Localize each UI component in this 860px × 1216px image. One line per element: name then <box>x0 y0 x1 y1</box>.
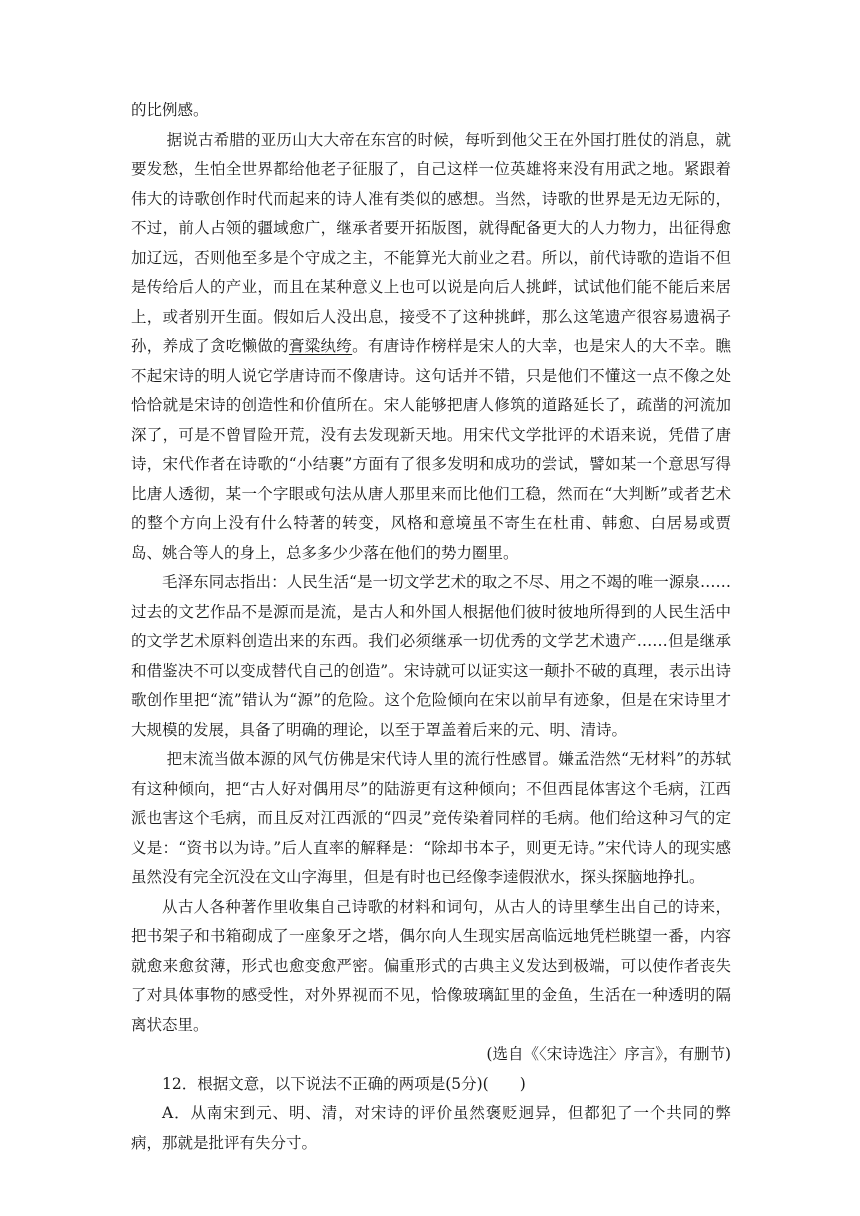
question-stem: 12．根据文意，以下说法不正确的两项是(5分)( ) <box>162 1074 526 1093</box>
paragraph-continuation: 的比例感。 <box>131 101 209 119</box>
underlined-term: 膏粱纨绔 <box>288 337 353 355</box>
paragraph-text: 。有唐诗作榜样是宋人的大幸，也是宋人的大不幸。瞧不起宋诗的明人说它学唐诗而不像唐诗。这句话并不错，只是他们不懂这一点不像之处恰恰就是宋诗的创造性和价值所在。宋人能够把唐人修筑的道路延长了，疏凿的河流加深了，可是不曾冒险开荒，没有去发现新天地。用宋代文学批评的术语来说，凭借了唐诗，宋代作者在诗歌的“小结裹”方面有了很多发明和成功的尝试，譬如某一个意思写得比唐人透彻，某一个字眼或句法从唐人那里来而比他们工稳，然而在“大判断”或者艺术的整个方向上没有什么特著的转变，风格和意境虽不寄生在杜甫、韩愈、白居易或贾岛、姚合等人的身上，总多多少少落在他们的势力圈里。 <box>131 337 731 562</box>
paragraph-influenza: 把末流当做本源的风气仿佛是宋代诗人里的流行性感冒。嫌孟浩然“无材料”的苏轼有这种倾向，把“古人好对偶用尽”的陆游更有这种倾向；不但西昆体害这个毛病，江西派也害这个毛病，而且反对江西派的“四灵”竞传染着同样的毛病。他们给这种习气的定义是：“资书以为诗。”后人直率的解释是：“除却书本子，则更无诗。”宋代诗人的现实感虽然没有完全沉没在文山字海里，但是有时也已经像李逵假洑水，探头探脑地挣扎。 <box>131 750 731 886</box>
paragraph-alexander <box>131 126 731 569</box>
source-citation: (选自《〈宋诗选注〉序言》，有删节) <box>486 1045 731 1063</box>
paragraph-text: 据说古希腊的亚历山大大帝在东宫的时候，每听到他父王在外国打胜仗的消息，就要发愁，生怕全世界都给他老子征服了，自己这样一位英雄将来没有用武之地。紧跟着伟大的诗歌创作时代而起来的诗人准有类似的感想。当然，诗歌的世界是无边无际的，不过，前人占领的疆域愈广，继承者要开拓版图，就得配备更大的人力物力，出征得愈加辽远，否则他至多是个守成之主，不能算光大前业之君。所以，前代诗歌的造诣不但是传给后人的产业，而且在某种意义上也可以说是向后人挑衅，试试他们能不能后来居上，或者别开生面。假如后人没出息，接受不了这种挑衅，那么这笔遗产很容易遗祸子孙，养成了贪吃懒做的 <box>131 130 731 355</box>
paragraph-mao-quote: 毛泽东同志指出：人民生活“是一切文学艺术的取之不尽、用之不竭的唯一源泉……过去的文艺作品不是源而是流，是古人和外国人根据他们彼时彼地所得到的人民生活中的文学艺术原料创造出来的东西。我们必须继承一切优秀的文学艺术遗产……但是继承和借鉴决不可以变成替代自己的创造”。宋诗就可以证实这一颠扑不破的真理，表示出诗歌创作里把“流”错认为“源”的危险。这个危险倾向在宋以前早有迹象，但是在宋诗里才大规模的发展，具备了明确的理论，以至于罩盖着后来的元、明、清诗。 <box>131 573 731 739</box>
paragraph-ivory-tower: 从古人各种著作里收集自己诗歌的材料和词句，从古人的诗里孳生出自己的诗来，把书架子和书箱砌成了一座象牙之塔，偶尔向人生现实居高临远地凭栏眺望一番，内容就愈来愈贫薄，形式也愈变愈严密。偏重形式的古典主义发达到极端，可以使作者丧失了对具体事物的感受性，对外界视而不见，恰像玻璃缸里的金鱼，生活在一种透明的隔离状态里。 <box>131 897 731 1034</box>
document-page <box>131 96 731 1158</box>
question-option-a: A．从南宋到元、明、清，对宋诗的评价虽然褒贬迥异，但都犯了一个共同的弊病，那就是批评有失分寸。 <box>131 1104 731 1152</box>
